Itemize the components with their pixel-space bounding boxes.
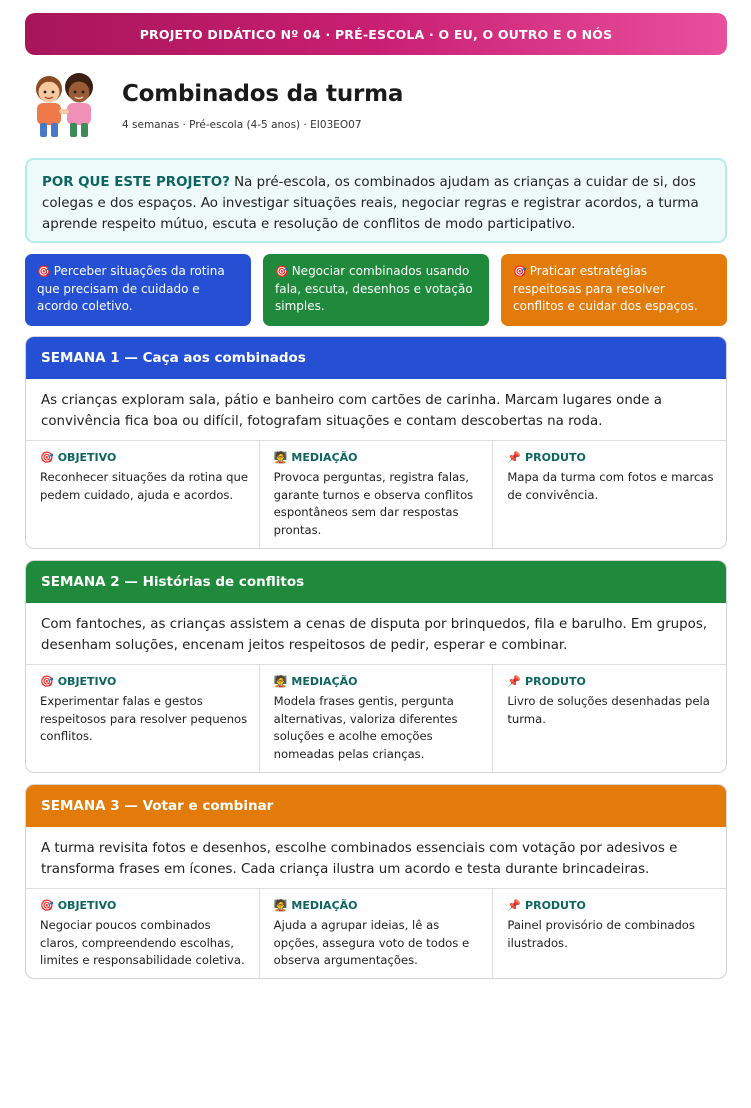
target-icon: 🎯 (37, 265, 51, 278)
produto-column (493, 665, 726, 772)
mediacao-label: MEDIAÇÃO (291, 675, 358, 688)
week-card-3 (25, 784, 727, 979)
mediacao-text: Provoca perguntas, registra falas, garante turnos e observa conflitos espontâneos sem dar respostas prontas. (273, 470, 474, 537)
teacher-icon: 🧑‍🏫 (273, 675, 288, 688)
mediacao-column (260, 441, 494, 548)
why-heading: POR QUE ESTE PROJETO? (42, 175, 230, 190)
children-illustration-icon (25, 67, 103, 141)
objetivo-text: Reconhecer situações da rotina que pedem cuidado, ajuda e acordos. (40, 470, 249, 502)
pushpin-icon: 📌 (507, 899, 522, 912)
week-columns (26, 665, 726, 772)
mediacao-column (260, 889, 494, 978)
week-title: SEMANA 2 — Histórias de conflitos (26, 561, 726, 603)
goal-text: Praticar estratégias respeitosas para resolver conflitos e cuidar dos espaços. (513, 264, 698, 313)
page-title: Combinados da turma (122, 81, 404, 107)
objetivo-label: OBJETIVO (57, 675, 117, 688)
goals-row (25, 254, 727, 326)
objetivo-column (26, 889, 260, 978)
why-box (25, 158, 727, 243)
objetivo-label: OBJETIVO (57, 451, 117, 464)
week-card-2 (25, 560, 727, 773)
project-banner: PROJETO DIDÁTICO Nº 04 · PRÉ-ESCOLA · O EU, O OUTRO E O NÓS (25, 13, 727, 55)
produto-label: PRODUTO (525, 899, 586, 912)
mediacao-text: Ajuda a agrupar ideias, lê as opções, assegura voto de todos e observa argumentações. (273, 918, 470, 967)
produto-text: Painel provisório de combinados ilustrados. (507, 918, 695, 950)
produto-text: Livro de soluções desenhadas pela turma. (507, 694, 710, 726)
pushpin-icon: 📌 (507, 675, 522, 688)
objetivo-text: Experimentar falas e gestos respeitosos para resolver pequenos conflitos. (40, 694, 248, 743)
week-description: Com fantoches, as crianças assistem a cenas de disputa por brinquedos, fila e barulho. Em grupos, desenham soluções, encenam jeitos respeitosos de pedir, esperar e combinar. (26, 603, 726, 665)
produto-column (493, 889, 726, 978)
pushpin-icon: 📌 (507, 451, 522, 464)
mediacao-label: MEDIAÇÃO (291, 899, 358, 912)
target-icon: 🎯 (40, 899, 54, 912)
goal-card-2 (263, 254, 489, 326)
teacher-icon: 🧑‍🏫 (273, 899, 288, 912)
teacher-icon: 🧑‍🏫 (273, 451, 288, 464)
week-columns (26, 889, 726, 978)
week-title: SEMANA 1 — Caça aos combinados (26, 337, 726, 379)
mediacao-text: Modela frases gentis, pergunta alternativas, valoriza diferentes soluções e acolhe emoções nomeadas pelas crianças. (273, 694, 458, 761)
mediacao-label: MEDIAÇÃO (291, 451, 358, 464)
objetivo-column (26, 441, 260, 548)
week-title: SEMANA 3 — Votar e combinar (26, 785, 726, 827)
why-text: Na pré-escola, os combinados ajudam as crianças a cuidar de si, dos colegas e dos espaços. Ao investigar situações reais, negociar regras e registrar acordos, a turma aprende respeito mútuo, escuta e resolução de conflitos de modo participativo. (42, 175, 699, 232)
target-icon: 🎯 (275, 265, 289, 278)
goal-card-3 (501, 254, 727, 326)
goal-text: Perceber situações da rotina que precisam de cuidado e acordo coletivo. (37, 264, 225, 313)
produto-column (493, 441, 726, 548)
goal-text: Negociar combinados usando fala, escuta, desenhos e votação simples. (275, 264, 473, 313)
produto-label: PRODUTO (525, 451, 586, 464)
week-description: A turma revisita fotos e desenhos, escolhe combinados essenciais com votação por adesivos e transforma frases em ícones. Cada criança ilustra um acordo e testa durante brincadeiras. (26, 827, 726, 889)
objetivo-text: Negociar poucos combinados claros, compreendendo escolhas, limites e responsabilidade coletiva. (40, 918, 245, 967)
week-description: As crianças exploram sala, pátio e banheiro com cartões de carinha. Marcam lugares onde a convivência fica boa ou difícil, fotografam situações e contam descobertas na roda. (26, 379, 726, 441)
page-subtitle: 4 semanas · Pré-escola (4-5 anos) · EI03EO07 (122, 119, 362, 131)
produto-label: PRODUTO (525, 675, 586, 688)
objetivo-column (26, 665, 260, 772)
page-header (25, 67, 727, 145)
target-icon: 🎯 (513, 265, 527, 278)
week-columns (26, 441, 726, 548)
target-icon: 🎯 (40, 675, 54, 688)
week-card-1 (25, 336, 727, 549)
goal-card-1 (25, 254, 251, 326)
objetivo-label: OBJETIVO (57, 899, 117, 912)
produto-text: Mapa da turma com fotos e marcas de convivência. (507, 470, 714, 502)
mediacao-column (260, 665, 494, 772)
target-icon: 🎯 (40, 451, 54, 464)
